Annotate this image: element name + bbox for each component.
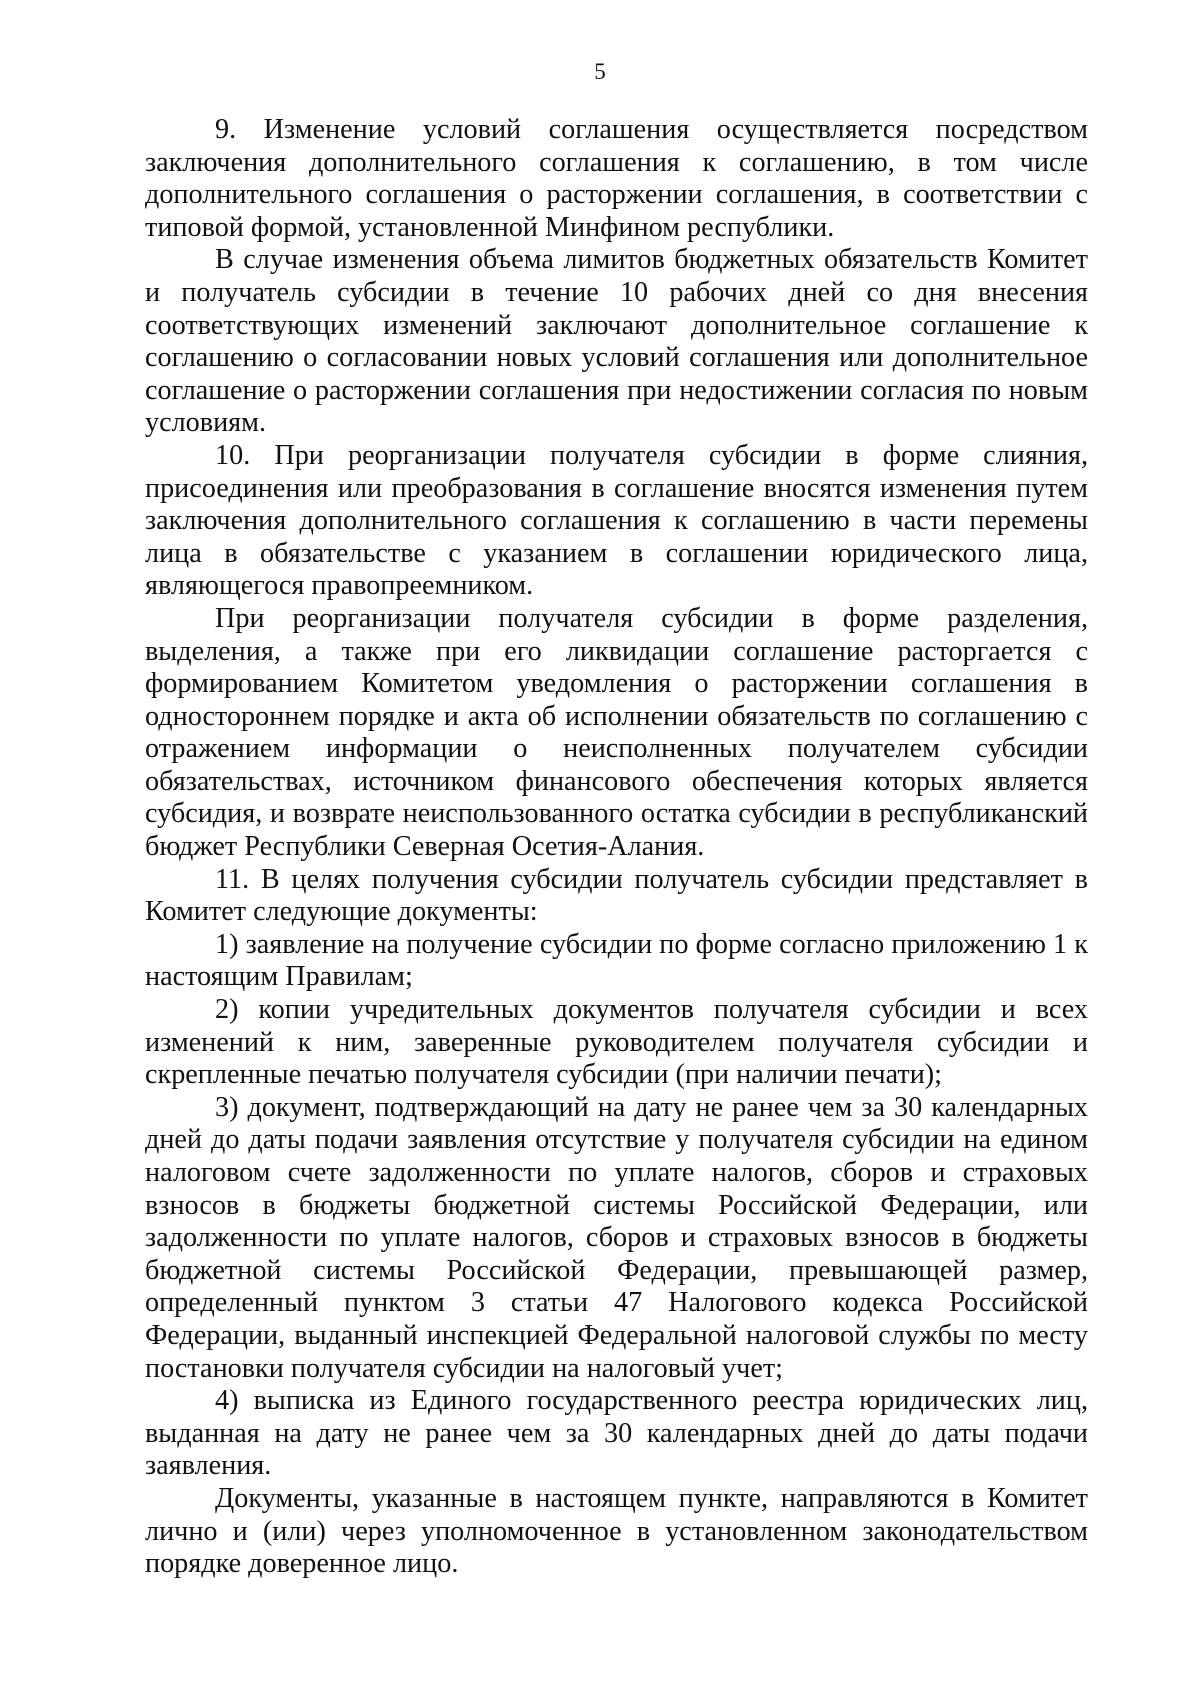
paragraph-10-reorganization: 10. При реорганизации получателя субсидии в форме слияния, присоединения или преобразования в соглашение вносятся изменения путем заключения дополнительного соглашения к соглашению в части перемены лица в обязательстве с указанием в соглашении юридического лица, являющегося правопреемником.	[145, 439, 1088, 602]
paragraph-11-documents: 11. В целях получения субсидии получатель субсидии представляет в Комитет следующие документы:	[145, 863, 1088, 928]
paragraph-submission: Документы, указанные в настоящем пункте, направляются в Комитет лично и (или) через уполномоченное в установленном законодательством порядке доверенное лицо.	[145, 1482, 1088, 1580]
paragraph-9-amendment: 9. Изменение условий соглашения осуществляется посредством заключения дополнительного соглашения к соглашению, в том числе дополнительного соглашения о расторжении соглашения, в соответствии с типовой формой, установленной Минфином республики.	[145, 114, 1088, 243]
page-number: 5	[594, 59, 606, 84]
list-item-3-tax-document: 3) документ, подтверждающий на дату не ранее чем за 30 календарных дней до даты подачи заявления отсутствие у получателя субсидии на едином налоговом счете задолженности по уплате налогов, сборов и страховых взносов в бюджеты бюджетной системы Российской Федерации, или задолженности по уплате налогов, сборов и страховых взносов в бюджеты бюджетной системы Российской Федерации, превышающей размер, определенный пунктом 3 статьи 47 Налогового кодекса Российской Федерации, выданный инспекцией Федеральной налоговой службы по месту постановки получателя субсидии на налоговый учет;	[145, 1091, 1088, 1384]
list-item-4-registry-extract: 4) выписка из Единого государственного реестра юридических лиц, выданная на дату не ранее чем за 30 календарных дней до даты подачи заявления.	[145, 1385, 1088, 1482]
list-item-2-copies: 2) копии учредительных документов получателя субсидии и всех изменений к ним, заверенные руководителем получателя субсидии и скрепленные печатью получателя субсидии (при наличии печати);	[145, 994, 1088, 1091]
document-body	[145, 114, 1088, 1581]
paragraph-limits-change: В случае изменения объема лимитов бюджетных обязательств Комитет и получатель субсидии в течение 10 рабочих дней со дня внесения соответствующих изменений заключают дополнительное соглашение к соглашению о согласовании новых условий соглашения или дополнительное соглашение о расторжении соглашения при недостижении согласия по новым условиям.	[145, 244, 1088, 439]
paragraph-reorganization-termination: При реорганизации получателя субсидии в форме разделения, выделения, а также при его ликвидации соглашение расторгается с формированием Комитетом уведомления о расторжении соглашения в одностороннем порядке и акта об исполнении обязательств по соглашению с отражением информации о неисполненных получателем субсидии обязательствах, источником финансового обеспечения которых является субсидия, и возврате неиспользованного остатка субсидии в республиканский бюджет Республики Северная Осетия-Алания.	[145, 602, 1088, 863]
list-item-1-application: 1) заявление на получение субсидии по форме согласно приложению 1 к настоящим Правилам;	[145, 928, 1088, 993]
